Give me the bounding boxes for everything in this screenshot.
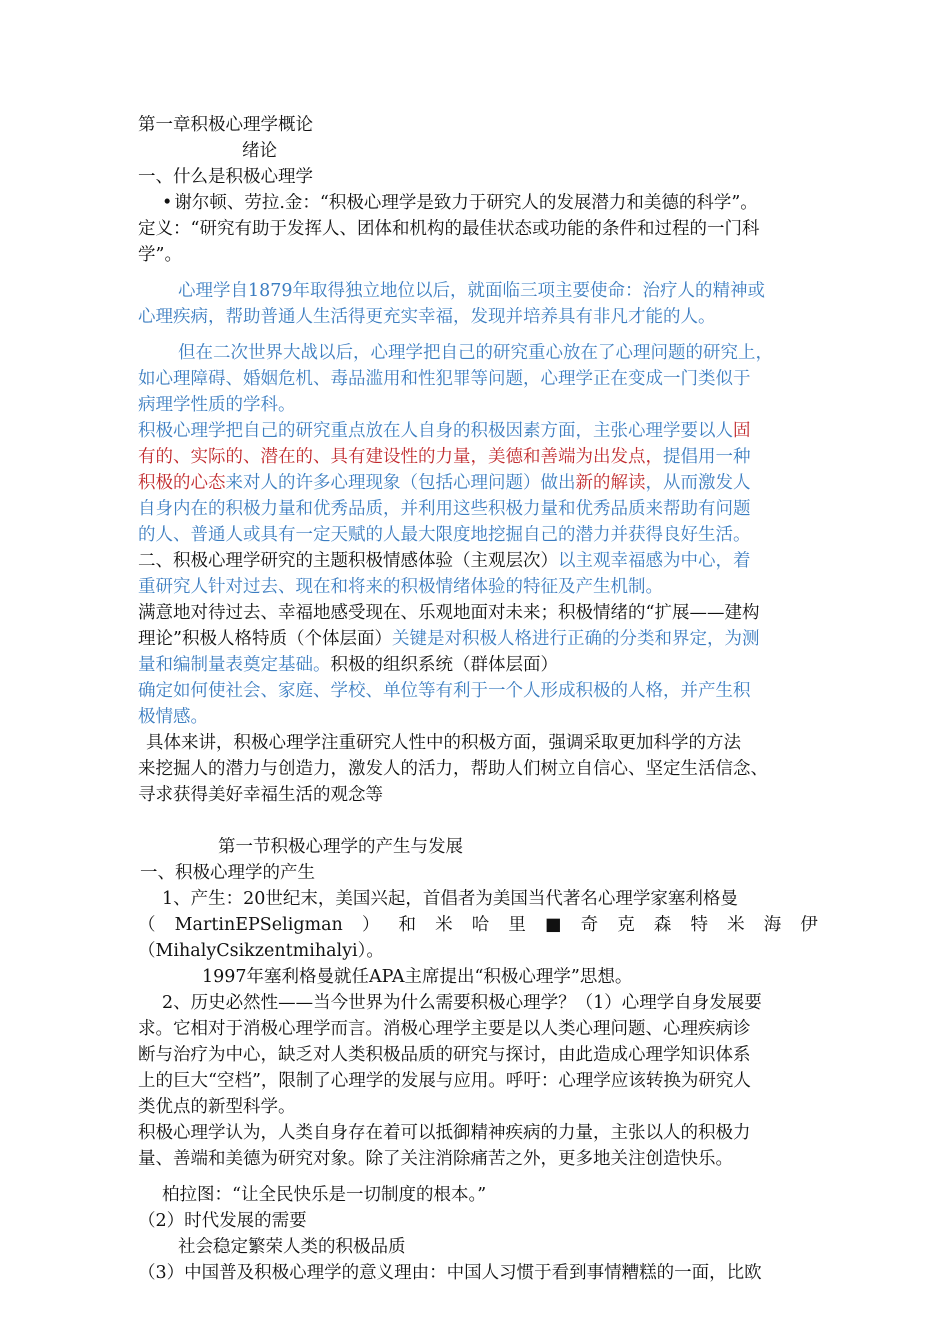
- summary-line-1: 具体来讲，积极心理学注重研究人性中的积极方面，强调采取更加科学的方法: [146, 733, 741, 753]
- positive-line-1: [138, 418, 818, 444]
- positive-view-line-2: 量、善端和美德为研究对象。除了关注消除痛苦之外，更多地关注创造快乐。: [138, 1149, 733, 1169]
- positive-view-line-1: 积极心理学认为，人类自身存在着可以抵御精神疾病的力量，主张以人的积极力: [138, 1123, 751, 1143]
- apa-line: 1997年塞利格曼就任APA主席提出“积极心理学”思想。: [202, 967, 633, 987]
- topics-line-7: 极情感。: [138, 707, 208, 727]
- bullet-icon: •: [162, 193, 173, 213]
- origin-cell: 奇: [580, 915, 599, 935]
- topics-line-5: [138, 652, 818, 678]
- summary-line-2: 来挖掘人的潜力与创造力，激发人的活力，帮助人们树立自信心、坚定生活信念、: [138, 759, 768, 779]
- positive-text: 积极心理学把自己的研究重点放在人自身的积极因素方面，主张心理学要以人: [138, 421, 733, 441]
- origin-cell: 哈: [471, 915, 490, 935]
- summary-line-3: 寻求获得美好幸福生活的观念等: [138, 785, 383, 805]
- positive-line-3: [138, 470, 818, 496]
- positive-line-2: [138, 444, 818, 470]
- positive-highlight: 新的解读: [575, 473, 646, 493]
- origin-cell: 米: [727, 915, 745, 935]
- origin-cell: 海: [763, 915, 782, 935]
- intro-title: 绪论: [242, 141, 277, 161]
- positive-highlight: 有的、实际的、潜在的、具有建设性的力量，美德和善端为出发点，: [138, 447, 663, 467]
- topics-line-3: 满意地对待过去、幸福地感受现在、乐观地面对未来；积极情绪的“扩展——建构: [138, 603, 760, 623]
- origin-line-1: 1、产生：20世纪末，美国兴起，首倡者为美国当代著名心理学家塞利格曼: [162, 889, 738, 909]
- document-page: [138, 112, 818, 1286]
- positive-line-4: 自身内在的积极力量和优秀品质，并利用这些积极力量和优秀品质来帮助有问题: [138, 499, 751, 519]
- topics-heading: 理论”积极人格特质（个体层面）: [138, 629, 392, 649]
- positive-line-5: 的人、普通人或具有一定天赋的人最大限度地挖掘自己的潜力并获得良好生活。: [138, 525, 751, 545]
- wwii-line-2: 如心理障碍、婚姻危机、毒品滥用和性犯罪等问题，心理学正在变成一门类似于: [138, 369, 751, 389]
- origin-cell: 伊: [800, 915, 818, 935]
- quote-line: [138, 190, 818, 216]
- origin-cell: （: [138, 915, 156, 935]
- wwii-line-1: 但在二次世界大战以后，心理学把自己的研究重心放在了心理问题的研究上，: [178, 343, 773, 363]
- origin-cell: MartinEPSeligman: [174, 915, 343, 935]
- positive-highlight: 固: [733, 421, 751, 441]
- definition-line-1: 定义：“研究有助于发挥人、团体和机构的最佳状态或功能的条件和过程的一门科: [138, 219, 760, 239]
- topics-line-4: [138, 626, 818, 652]
- topics-heading: 二、积极心理学研究的主题积极情感体验（主观层次）: [138, 551, 558, 571]
- topics-line-2: 重研究人针对过去、现在和将来的积极情绪体验的特征及产生机制。: [138, 577, 663, 597]
- section-1-heading: 一、积极心理学的产生: [140, 863, 315, 883]
- wwii-line-3: 病理学性质的学科。: [138, 395, 296, 415]
- plato-quote: 柏拉图：“让全民快乐是一切制度的根本。”: [162, 1185, 487, 1205]
- positive-text: ，从而激发人: [645, 473, 751, 493]
- topics-heading: 积极的组织系统（群体层面）: [330, 655, 558, 675]
- history-line-4: 上的巨大“空档”，限制了心理学的发展与应用。呼吁：心理学应该转换为研究人: [138, 1071, 751, 1091]
- history-line-5: 类优点的新型科学。: [138, 1097, 296, 1117]
- history-line-1: 2、历史必然性——当今世界为什么需要积极心理学？（1）心理学自身发展要: [162, 993, 762, 1013]
- need-2: （2）时代发展的需要: [138, 1211, 307, 1231]
- chapter-title: 第一章积极心理学概论: [138, 115, 313, 135]
- topics-text: 以主观幸福感为中心，着: [558, 551, 751, 571]
- origin-cell: 米: [435, 915, 453, 935]
- topics-text: 关键是对积极人格进行正确的分类和界定，为测: [391, 629, 760, 649]
- history-line-3: 断与治疗为中心，缺乏对人类积极品质的研究与探讨，由此造成心理学知识体系: [138, 1045, 751, 1065]
- origin-cell: 和: [398, 915, 417, 935]
- origin-cell: ）: [361, 915, 380, 935]
- need-2-sub: 社会稳定繁荣人类的积极品质: [178, 1237, 406, 1257]
- mission-line-2: 心理疾病，帮助普通人生活得更充实幸福，发现并培养具有非凡才能的人。: [138, 307, 716, 327]
- section-heading-1: 一、什么是积极心理学: [138, 167, 313, 187]
- positive-text: 提倡用一种: [663, 447, 751, 467]
- topics-line-6: 确定如何使社会、家庭、学校、单位等有利于一个人形成积极的人格，并产生积: [138, 681, 751, 701]
- definition-line-2: 学”。: [138, 245, 182, 265]
- origin-line-2: [138, 912, 818, 938]
- topics-line-1: [138, 548, 818, 574]
- origin-cell: 克: [617, 915, 635, 935]
- section-1-title: 第一节积极心理学的产生与发展: [218, 837, 463, 857]
- origin-line-3: （MihalyCsikzentmihalyi）。: [138, 941, 384, 961]
- mission-line-1: 心理学自1879年取得独立地位以后，就面临三项主要使命：治疗人的精神或: [178, 281, 766, 301]
- need-3: （3）中国普及积极心理学的意义理由：中国人习惯于看到事情糟糕的一面，比欧: [138, 1263, 762, 1283]
- origin-cell: 森: [653, 915, 672, 935]
- history-line-2: 求。它相对于消极心理学而言。消极心理学主要是以人类心理问题、心理疾病诊: [138, 1019, 751, 1039]
- positive-text: 来对人的许多心理现象（包括心理问题）做出: [225, 473, 576, 493]
- origin-cell: 特: [690, 915, 708, 935]
- origin-cell: 里: [508, 915, 526, 935]
- topics-text: 量和编制量表奠定基础。: [138, 655, 331, 675]
- positive-highlight: 积极的心态: [138, 473, 226, 493]
- origin-cell: ■: [544, 915, 562, 935]
- quote-text: 谢尔顿、劳拉.金：“积极心理学是致力于研究人的发展潜力和美德的科学”。: [174, 193, 758, 213]
